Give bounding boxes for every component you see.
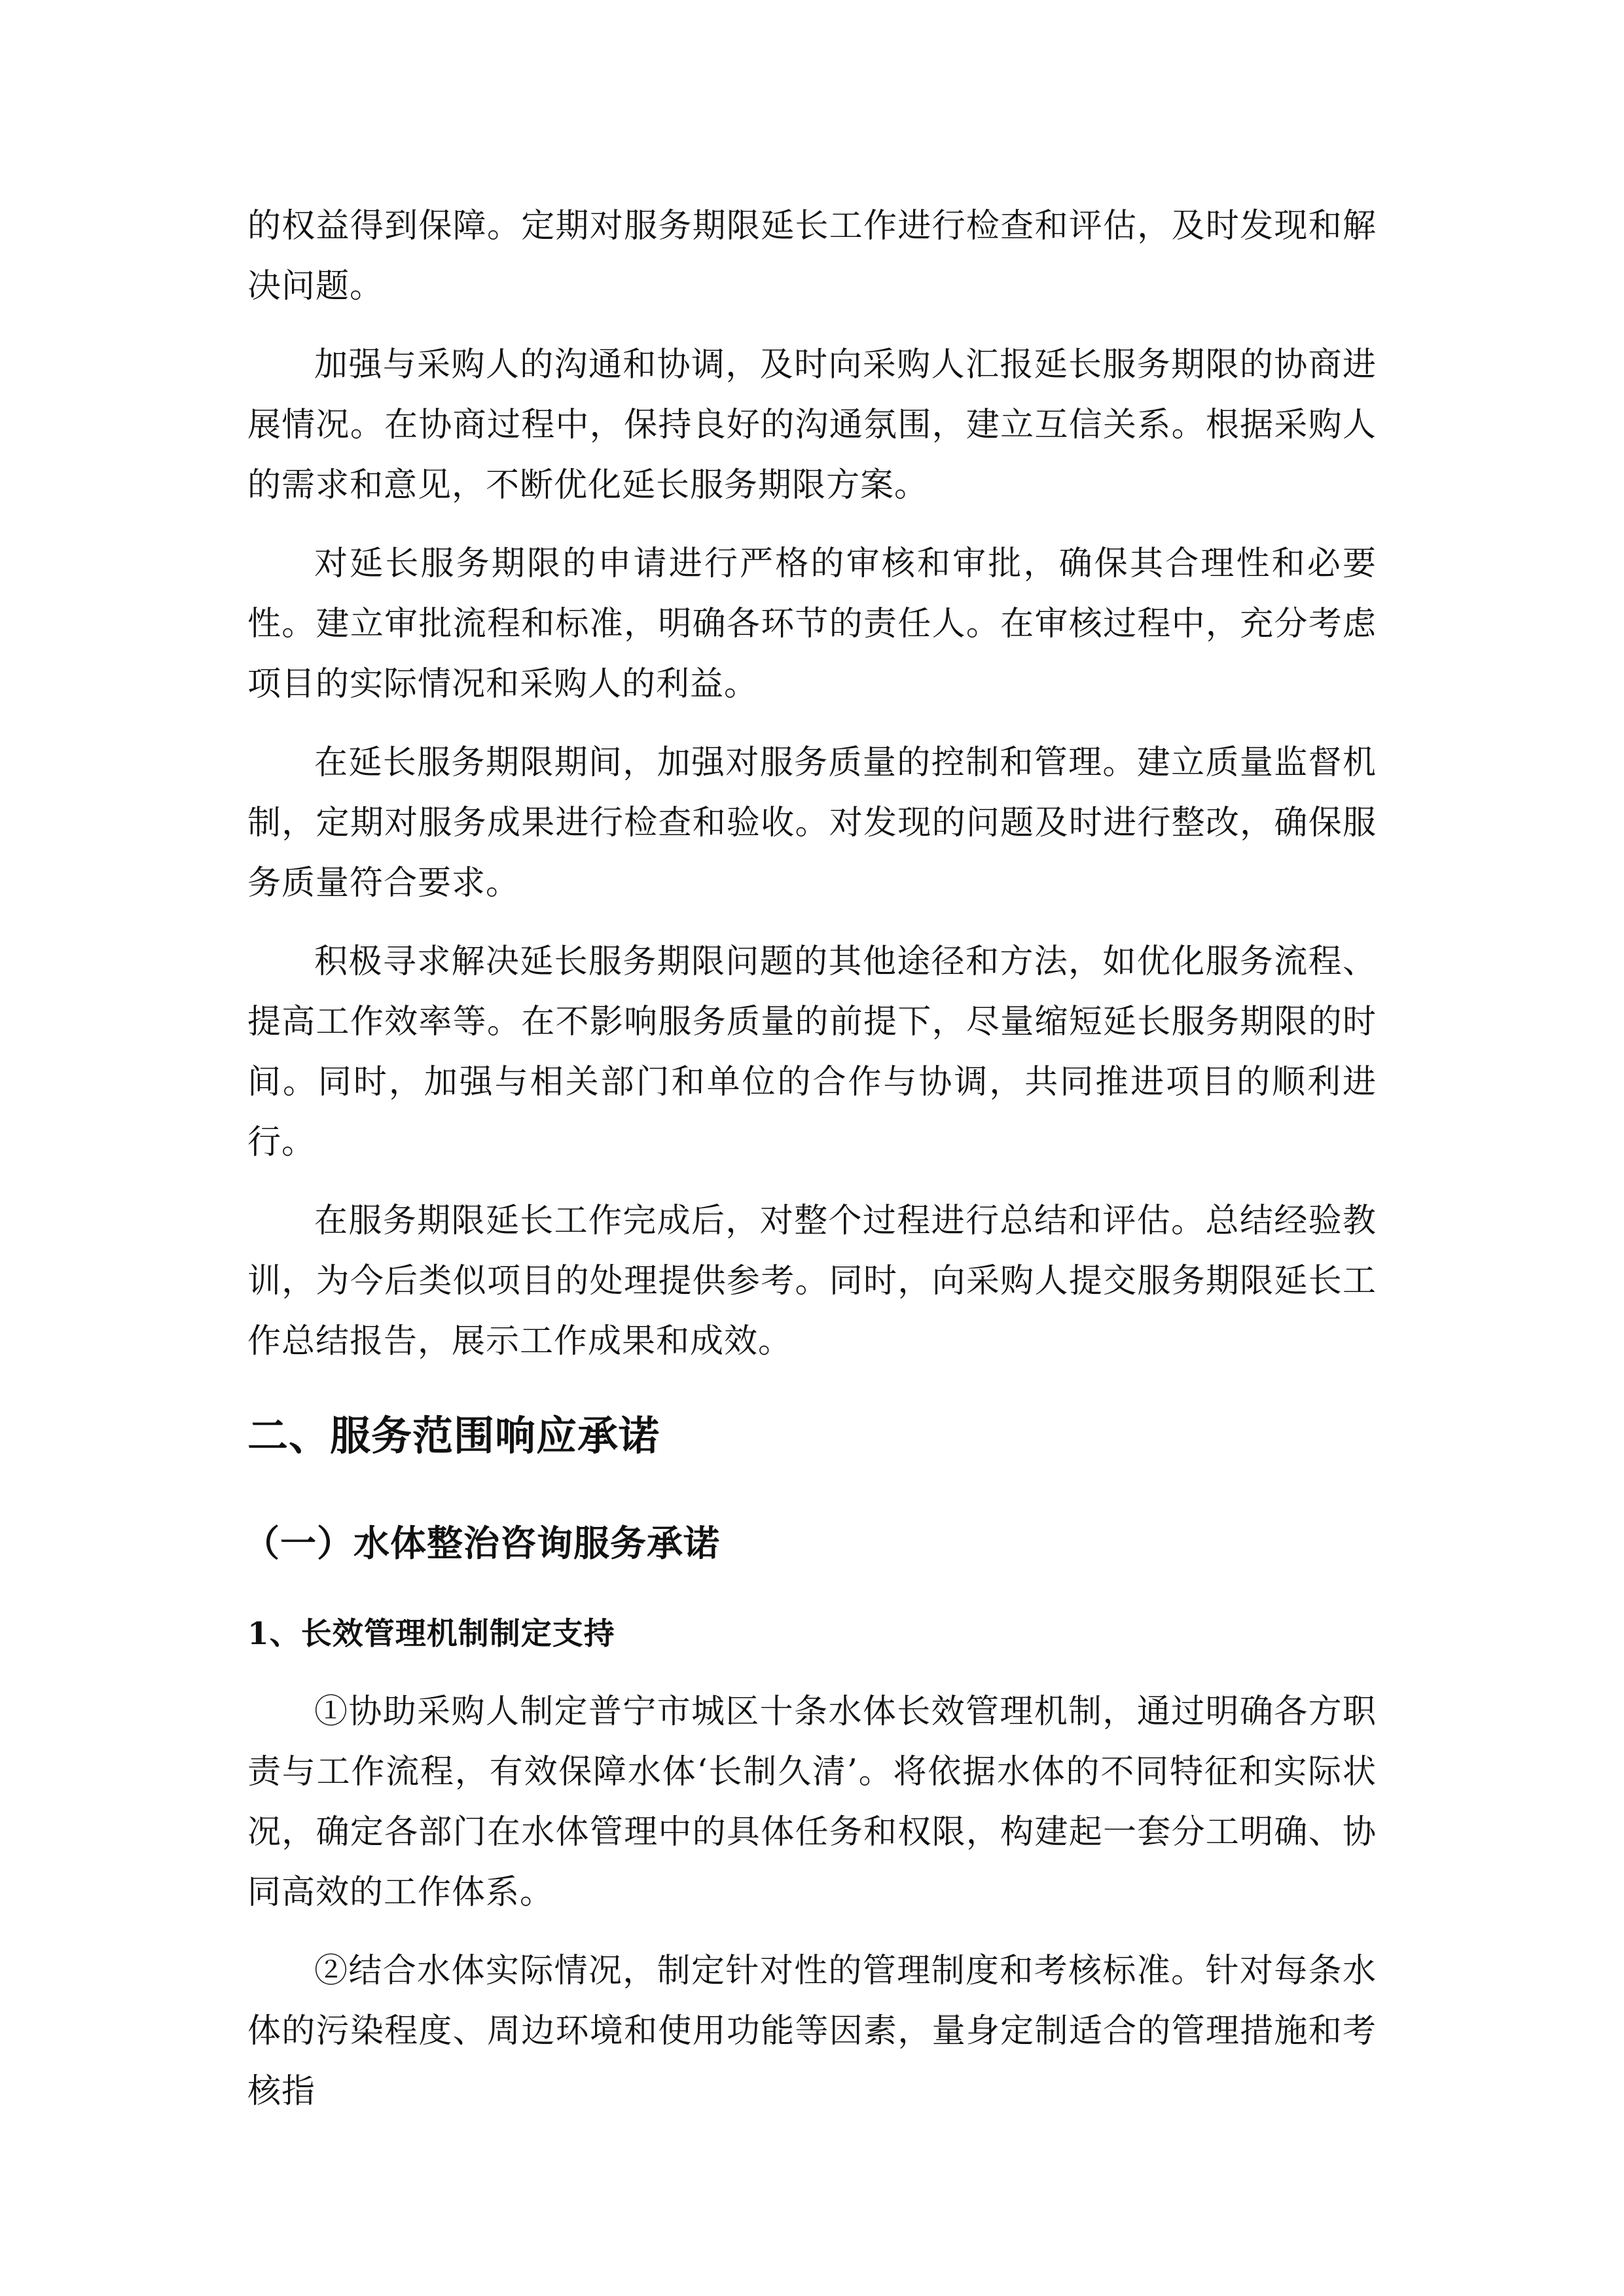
section-heading: 二、服务范围响应承诺 <box>247 1412 660 1460</box>
body-paragraph: 积极寻求解决延长服务期限问题的其他途径和方法，如优化服务流程、提高工作效率等。在不影响服务质量的前提下，尽量缩短延长服务期限的时间。同时，加强与相关部门和单位的合作与协调，共同推进项目的顺利进行。 <box>247 942 1377 1162</box>
body-paragraph: ①协助采购人制定普宁市城区十条水体长效管理机制，通过明确各方职责与工作流程，有效保障水体‘长制久清’。将依据水体的不同特征和实际状况，确定各部门在水体管理中的具体任务和权限，构建起一套分工明确、协同高效的工作体系。 <box>247 1693 1377 1912</box>
body-paragraph: 加强与采购人的沟通和协调，及时向采购人汇报延长服务期限的协商进展情况。在协商过程中，保持良好的沟通氛围，建立互信关系。根据采购人的需求和意见，不断优化延长服务期限方案。 <box>247 346 1377 505</box>
subsection-heading: （一）水体整治咨询服务承诺 <box>244 1522 721 1564</box>
body-paragraph: 在延长服务期限期间，加强对服务质量的控制和管理。建立质量监督机制，定期对服务成果进行检查和验收。对发现的问题及时进行整改，确保服务质量符合要求。 <box>247 744 1377 903</box>
document-page <box>244 196 1377 2122</box>
body-paragraph: 在服务期限延长工作完成后，对整个过程进行总结和评估。总结经验教训，为今后类似项目的处理提供参考。同时，向采购人提交服务期限延长工作总结报告，展示工作成果和成效。 <box>247 1202 1377 1361</box>
item-heading: 1、长效管理机制制定支持 <box>247 1616 615 1652</box>
body-paragraph: 对延长服务期限的申请进行严格的审核和审批，确保其合理性和必要性。建立审批流程和标准，明确各环节的责任人。在审核过程中，充分考虑项目的实际情况和采购人的利益。 <box>247 545 1377 704</box>
body-paragraph: 的权益得到保障。定期对服务期限延长工作进行检查和评估，及时发现和解决问题。 <box>247 207 1377 306</box>
body-paragraph: ②结合水体实际情况，制定针对性的管理制度和考核标准。针对每条水体的污染程度、周边环境和使用功能等因素，量身定制适合的管理措施和考核指 <box>247 1952 1377 2111</box>
